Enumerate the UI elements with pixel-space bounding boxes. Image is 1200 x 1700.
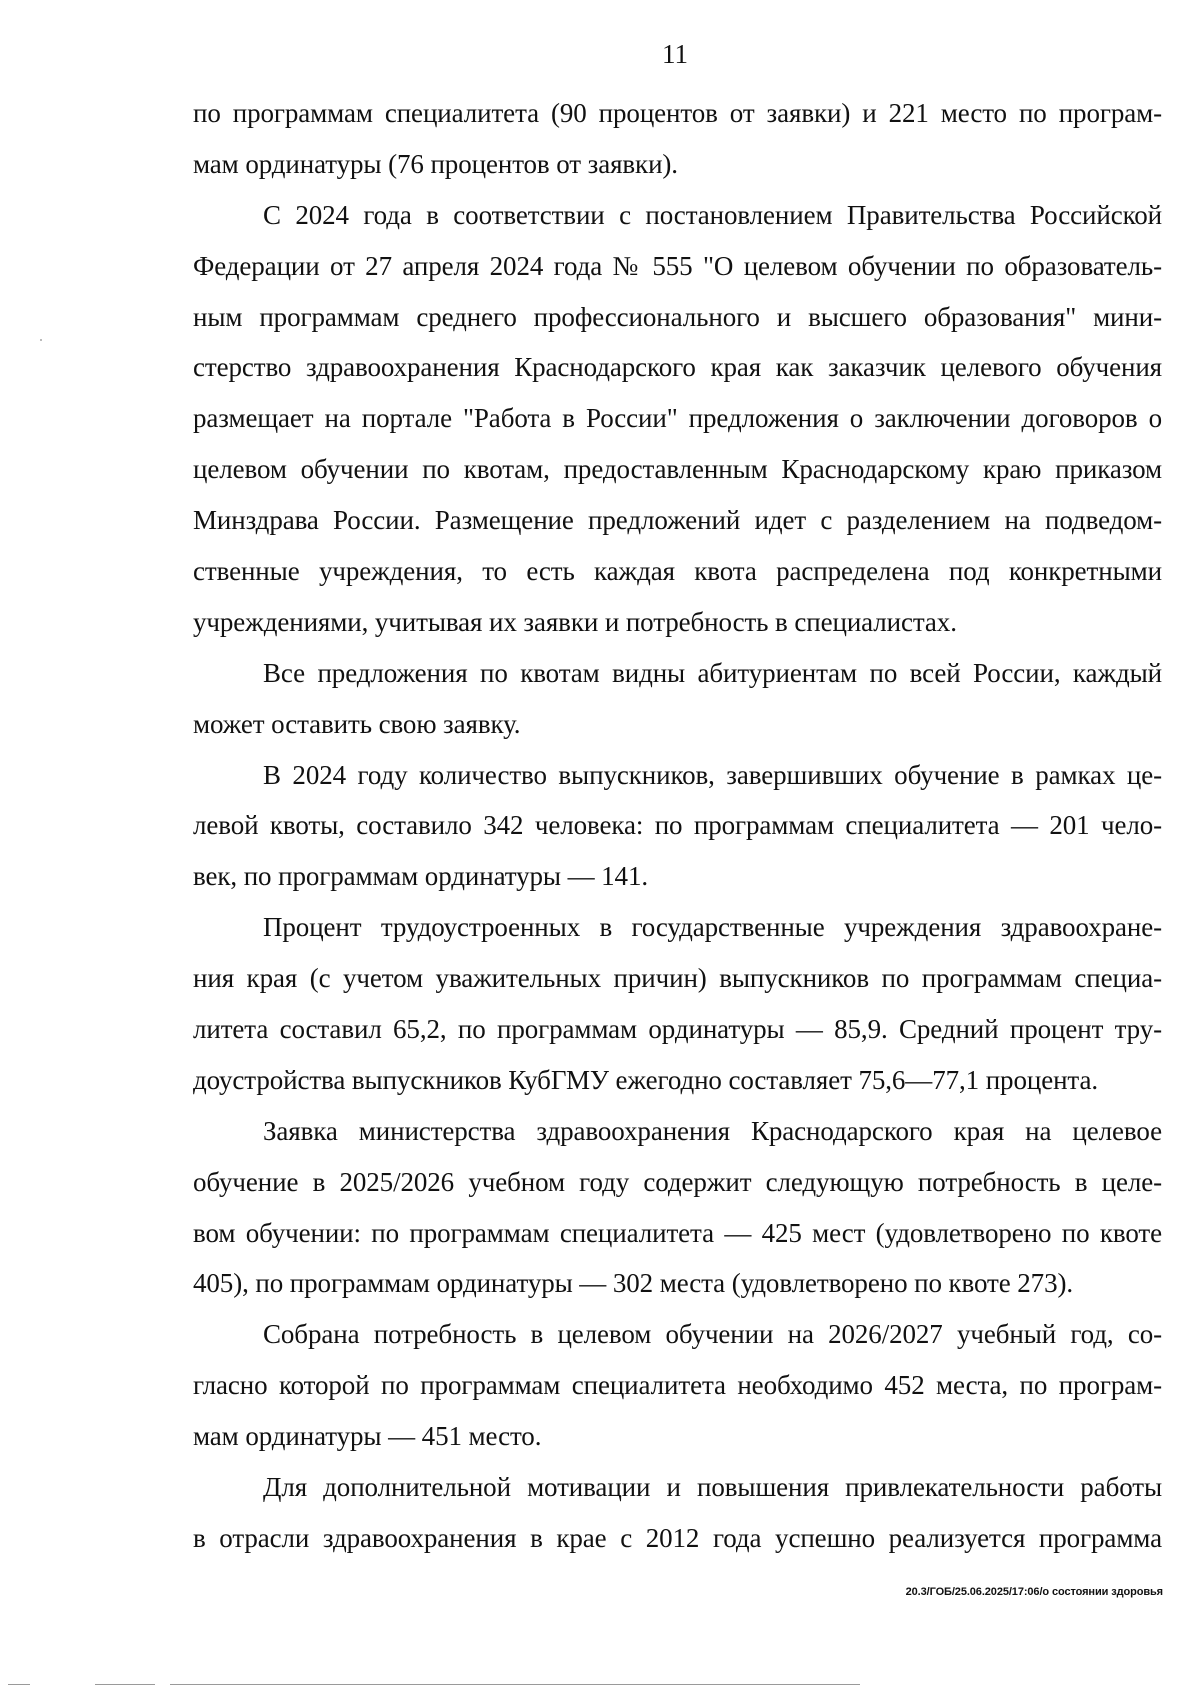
- paragraph: [193, 648, 1162, 750]
- text-line: Для дополнительной мотивации и повышения привлекательности работы: [263, 1472, 1162, 1503]
- text-line: Все предложения по квотам видны абитуриентам по всей России, каждый: [263, 657, 1162, 688]
- text-line: целевом обучении по квотам, предоставленным Краснодарскому краю приказом: [193, 454, 1162, 485]
- paragraph: [193, 1309, 1162, 1462]
- text-line: 405), по программам ординатуры — 302 места (удовлетворено по квоте 273).: [193, 1268, 1074, 1299]
- page-number: 11: [662, 39, 688, 69]
- text-line: ственные учреждения, то есть каждая квота распределена под конкретными: [193, 556, 1162, 587]
- text-line: стерство здравоохранения Краснодарского края как заказчик целевого обучения: [193, 352, 1162, 383]
- paragraph: [193, 902, 1162, 1106]
- document-body: [193, 88, 1162, 1564]
- text-line: гласно которой по программам специалитета необходимо 452 места, по програм-: [193, 1370, 1162, 1401]
- text-line: Процент трудоустроенных в государственные учреждения здравоохране-: [263, 912, 1162, 943]
- text-line: вом обучении: по программам специалитета — 425 мест (удовлетворено по квоте: [193, 1217, 1162, 1248]
- text-line: Заявка министерства здравоохранения Краснодарского края на целевое: [263, 1115, 1162, 1146]
- text-line: мам ординатуры — 451 место.: [193, 1421, 542, 1452]
- text-line: мам ординатуры (76 процентов от заявки).: [193, 148, 678, 179]
- scan-edge-line: [8, 1684, 30, 1685]
- scan-edge-line: [170, 1684, 860, 1685]
- paragraph: [193, 1462, 1162, 1564]
- text-line: Собрана потребность в целевом обучении на 2026/2027 учебный год, со-: [263, 1319, 1162, 1350]
- text-line: размещает на портале "Работа в России" предложения о заключении договоров о: [193, 403, 1162, 434]
- text-line: В 2024 году количество выпускников, завершивших обучение в рамках це-: [263, 759, 1162, 790]
- text-line: по программам специалитета (90 процентов от заявки) и 221 место по програм-: [193, 98, 1162, 128]
- scan-speck: [40, 339, 42, 341]
- scan-edge-line: [95, 1684, 155, 1685]
- text-line: С 2024 года в соответствии с постановлением Правительства Российской: [263, 199, 1162, 230]
- text-line: ным программам среднего профессионального и высшего образования" мини-: [193, 301, 1162, 332]
- text-line: может оставить свою заявку.: [193, 708, 521, 739]
- text-line: век, по программам ординатуры — 141.: [193, 861, 649, 892]
- text-line: доустройства выпускников КубГМУ ежегодно составляет 75,6—77,1 процента.: [193, 1064, 1098, 1095]
- text-line: Минздрава России. Размещение предложений идет с разделением на подведом-: [193, 505, 1162, 536]
- document-footer-code: 20.3/ГОБ/25.06.2025/17:06/о состоянии здоровья: [905, 1586, 1163, 1598]
- text-line: учреждениями, учитывая их заявки и потребность в специалистах.: [193, 606, 957, 637]
- text-line: обучение в 2025/2026 учебном году содержит следующую потребность в целе-: [193, 1166, 1162, 1197]
- text-line: левой квоты, составило 342 человека: по программам специалитета — 201 чело-: [193, 810, 1162, 841]
- text-line: Федерации от 27 апреля 2024 года № 555 "О целевом обучении по образователь-: [193, 250, 1162, 281]
- paragraph: [193, 88, 1162, 190]
- text-line: ния края (с учетом уважительных причин) выпускников по программам специа-: [193, 963, 1162, 994]
- paragraph: [193, 190, 1162, 648]
- text-line: литета составил 65,2, по программам ординатуры — 85,9. Средний процент тру-: [193, 1014, 1162, 1045]
- paragraph: [193, 1106, 1162, 1310]
- paragraph: [193, 750, 1162, 903]
- text-line: в отрасли здравоохранения в крае с 2012 года успешно реализуется программа: [193, 1522, 1162, 1553]
